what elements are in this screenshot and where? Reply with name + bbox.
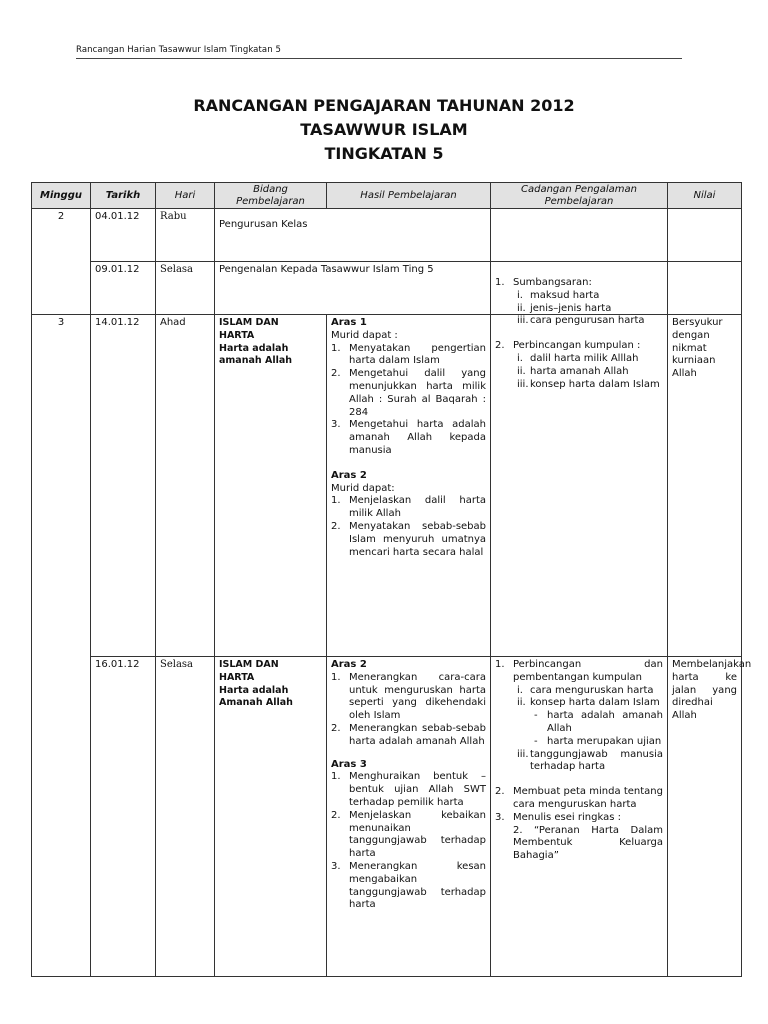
list-item: 2. Perbincangan kumpulan : i. dalil harta milik Alllah ii. harta amanah Allah iii. konsep harta dalam Islam (495, 340, 663, 391)
topic-cell: Pengenalan Kepada Tasawwur Islam Ting 5 (215, 262, 491, 315)
col-hasil: Hasil Pembelajaran (327, 183, 491, 209)
hasil-cell (327, 315, 491, 657)
list-item: ii. jenis–jenis harta (517, 302, 612, 314)
bidang-cell: ISLAM DAN HARTA Harta adalah amanah Allah (215, 315, 327, 657)
list-item: 1. Menjelaskan dalil harta milik Allah (331, 495, 486, 520)
cadangan-cell (491, 657, 668, 977)
list-item: iii. cara pengurusan harta (517, 315, 645, 327)
table-row (32, 209, 742, 262)
list-item: 3. Mengetahui harta adalah amanah Allah kepada manusia (331, 419, 486, 456)
tarikh-cell: 04.01.12 (91, 209, 156, 262)
nilai-cell: Bersyukur dengan nikmat kurniaan Allah (668, 315, 742, 657)
list-item: 2. Mengetahui dalil yang menunjukkan harta milik Allah : Surah al Baqarah : 284 (331, 368, 486, 418)
tarikh-cell: 14.01.12 (91, 315, 156, 657)
hari-cell: Selasa (156, 262, 215, 315)
col-hari: Hari (156, 183, 215, 209)
col-tarikh: Tarikh (91, 183, 156, 209)
list-item: i. dalil harta milik Alllah (517, 352, 639, 364)
list-item: 1. Menghuraikan bentuk –bentuk ujian Allah SWT terhadap pemilik harta (331, 771, 486, 808)
col-bidang: Bidang Pembelajaran (215, 183, 327, 209)
list-item: - harta adalah amanah Allah (534, 710, 663, 734)
esei-title: 2. “Peranan Harta Dalam Membentuk Keluarga Bahagia” (513, 824, 663, 862)
list-item: ii. harta amanah Allah (517, 365, 629, 377)
minggu-cell: 3 (32, 315, 91, 977)
running-header: Rancangan Harian Tasawwur Islam Tingkatan 5 (76, 45, 682, 59)
list-item: 1. Menerangkan cara-cara untuk menguruskan harta seperti yang dikehendaki oleh Islam (331, 671, 486, 722)
murid-label: Murid dapat: (331, 482, 395, 494)
list-item: 1. Menyatakan pengertian harta dalam Islam (331, 342, 486, 367)
table-header-row (32, 183, 742, 209)
aras-heading: Aras 1 (331, 317, 367, 328)
list-item: - harta merupakan ujian (534, 735, 662, 747)
table-row (32, 315, 742, 657)
list-item: 3. Menerangkan kesan mengabaikan tanggungjawab terhadap harta (331, 860, 486, 911)
murid-label: Murid dapat : (331, 329, 398, 341)
hari-cell: Selasa (156, 657, 215, 977)
nilai-cell: Membelanjakan harta ke jalan yang diredhai Allah (668, 657, 742, 977)
table-row (32, 657, 742, 977)
hari-cell: Ahad (156, 315, 215, 657)
cadangan-cell (491, 277, 668, 657)
title-line-1: RANCANGAN PENGAJARAN TAHUNAN 2012 (193, 96, 575, 115)
tarikh-cell: 16.01.12 (91, 657, 156, 977)
list-item: 1. Perbincangan dan pembentangan kumpulan i. cara menguruskan harta ii. konsep harta dalam Islam - harta adalah amanah Allah - harta merupakan ujian iii. tanggungjawab manusia terhadap harta (495, 659, 663, 773)
list-item: 2. Menjelaskan kebaikan menunaikan tanggungjawab terhadap harta (331, 809, 486, 860)
col-cadangan: Cadangan Pengalaman Pembelajaran (491, 183, 668, 209)
list-item: 2. Membuat peta minda tentang cara menguruskan harta (495, 786, 663, 810)
list-item: i. maksud harta (517, 289, 600, 301)
list-item: iii. tanggungjawab manusia terhadap harta (517, 748, 663, 773)
list-item: 3. Menulis esei ringkas : 2. “Peranan Harta Dalam Membentuk Keluarga Bahagia” (495, 811, 663, 862)
yearly-plan-table (31, 182, 752, 977)
hasil-cell (327, 657, 491, 977)
hari-cell: Rabu (156, 209, 215, 262)
document-title (0, 94, 768, 166)
list-item: 2. Menerangkan sebab-sebab harta adalah amanah Allah (331, 722, 486, 747)
cadangan-cell (491, 209, 668, 262)
minggu-cell: 2 (32, 209, 91, 315)
bidang-cell: ISLAM DAN HARTA Harta adalah Amanah Allah (215, 657, 327, 977)
list-item: 1. Sumbangsaran: i. maksud harta ii. jenis–jenis harta iii. cara pengurusan harta (495, 277, 663, 328)
list-item: ii. konsep harta dalam Islam - harta adalah amanah Allah - harta merupakan ujian (517, 697, 663, 747)
aras-heading: Aras 3 (331, 758, 367, 770)
title-line-2: TASAWWUR ISLAM (300, 120, 468, 139)
tarikh-cell: 09.01.12 (91, 262, 156, 315)
aras-heading: Aras 2 (331, 659, 367, 670)
topic-cell: Pengurusan Kelas (215, 209, 491, 262)
nilai-cell (668, 262, 742, 315)
col-nilai: Nilai (668, 183, 742, 209)
title-line-3: TINGKATAN 5 (324, 144, 444, 163)
col-minggu: Minggu (32, 183, 91, 209)
nilai-cell (668, 209, 742, 262)
aras-heading: Aras 2 (331, 469, 367, 481)
list-item: 2. Menyatakan sebab-sebab Islam menyuruh umatnya mencari harta secara halal (331, 520, 486, 558)
list-item: i. cara menguruskan harta (517, 684, 654, 696)
list-item: iii. konsep harta dalam Islam (517, 378, 660, 390)
